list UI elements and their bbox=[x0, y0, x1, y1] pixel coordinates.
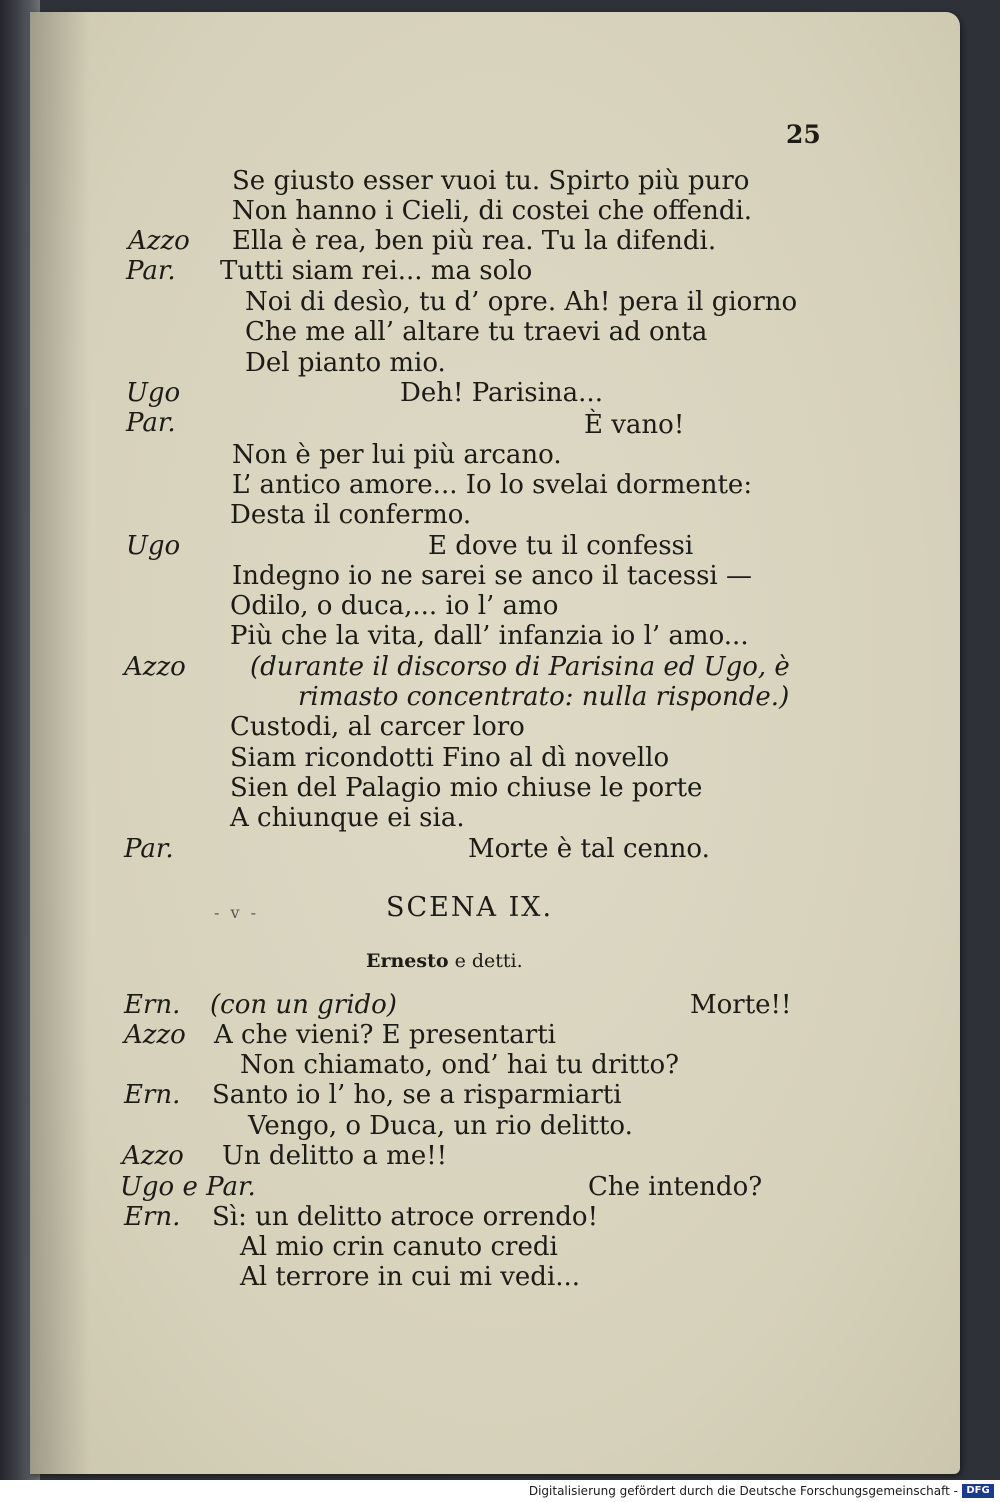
verse-line: E dove tu il confessi bbox=[428, 531, 694, 561]
stage-direction: rimasto concentrato: nulla risponde.) bbox=[298, 682, 790, 712]
verse-line: Desta il confermo. bbox=[230, 500, 472, 530]
page-number: 25 bbox=[786, 120, 821, 149]
verse-line: È vano! bbox=[584, 410, 685, 440]
speaker-label: Azzo bbox=[124, 1020, 186, 1050]
verse-line: Santo io l’ ho, se a risparmiarti bbox=[212, 1080, 622, 1110]
speaker-label: Par. bbox=[126, 408, 176, 438]
dfg-logo: DFG bbox=[962, 1484, 994, 1498]
verse-line: A che vieni? E presentarti bbox=[214, 1020, 556, 1050]
verse-line: Custodi, al carcer loro bbox=[230, 712, 525, 742]
speaker-label: Ern. bbox=[124, 1080, 181, 1110]
verse-line: Un delitto a me!! bbox=[222, 1141, 448, 1171]
verse-line: Odilo, o duca,... io l’ amo bbox=[230, 591, 559, 621]
stage-direction: (durante il discorso di Parisina ed Ugo, è bbox=[250, 652, 790, 682]
verse-line: Deh! Parisina... bbox=[400, 378, 603, 408]
verse-line: Sien del Palagio mio chiuse le porte bbox=[230, 773, 703, 803]
speaker-label: Azzo bbox=[128, 226, 190, 256]
verse-line: Al mio crin canuto credi bbox=[240, 1232, 558, 1262]
verse-line: Noi di desìo, tu d’ opre. Ah! pera il giorno bbox=[245, 287, 798, 317]
speaker-label: Ern. bbox=[124, 1202, 181, 1232]
verse-line: Siam ricondotti Fino al dì novello bbox=[230, 743, 670, 773]
verse-line: Che me all’ altare tu traevi ad onta bbox=[245, 317, 708, 347]
characters-rest: e detti. bbox=[454, 950, 523, 972]
verse-line: Del pianto mio. bbox=[245, 348, 446, 378]
character-name: Ernesto bbox=[366, 950, 449, 972]
verse-line: Morte è tal cenno. bbox=[468, 834, 710, 864]
verse-line: Non hanno i Cieli, di costei che offendi. bbox=[232, 196, 753, 226]
verse-line: Ella è rea, ben più rea. Tu la difendi. bbox=[232, 226, 717, 256]
scene-characters bbox=[366, 946, 523, 976]
verse-line: Non chiamato, ond’ hai tu dritto? bbox=[240, 1050, 680, 1080]
verse-line: Se giusto esser vuoi tu. Spirto più puro bbox=[232, 166, 750, 196]
verse-line: L’ antico amore... Io lo svelai dormente: bbox=[232, 470, 753, 500]
speaker-label: Par. bbox=[126, 256, 176, 286]
speaker-label: Azzo bbox=[124, 652, 186, 682]
speaker-label: Ern. bbox=[124, 990, 181, 1020]
footer-credit: Digitalisierung gefördert durch die Deutsche Forschungsgemeinschaft - bbox=[528, 1484, 958, 1498]
verse-line: Indegno io ne sarei se anco il tacessi — bbox=[232, 561, 752, 591]
footer-bar bbox=[0, 1480, 1000, 1502]
stage-direction: (con un grido) bbox=[210, 990, 397, 1020]
verse-line: Non è per lui più arcano. bbox=[232, 440, 562, 470]
speaker-label: Ugo bbox=[126, 378, 181, 408]
verse-line: Morte!! bbox=[690, 990, 792, 1020]
verse-line: Che intendo? bbox=[588, 1172, 763, 1202]
speaker-label: Par. bbox=[124, 834, 174, 864]
scene-title: SCENA IX. bbox=[386, 892, 554, 923]
verse-line: Più che la vita, dall’ infanzia io l’ amo... bbox=[230, 621, 749, 651]
speaker-label: Azzo bbox=[122, 1141, 184, 1171]
verse-line: Tutti siam rei... ma solo bbox=[220, 256, 533, 286]
speaker-label: Ugo e Par. bbox=[120, 1172, 256, 1202]
verse-line: A chiunque ei sia. bbox=[230, 803, 465, 833]
speaker-label: Ugo bbox=[126, 531, 181, 561]
scene-ornament: - v - bbox=[214, 903, 260, 922]
verse-line: Al terrore in cui mi vedi... bbox=[240, 1262, 581, 1292]
verse-line: Sì: un delitto atroce orrendo! bbox=[212, 1202, 599, 1232]
verse-line: Vengo, o Duca, un rio delitto. bbox=[248, 1111, 633, 1141]
